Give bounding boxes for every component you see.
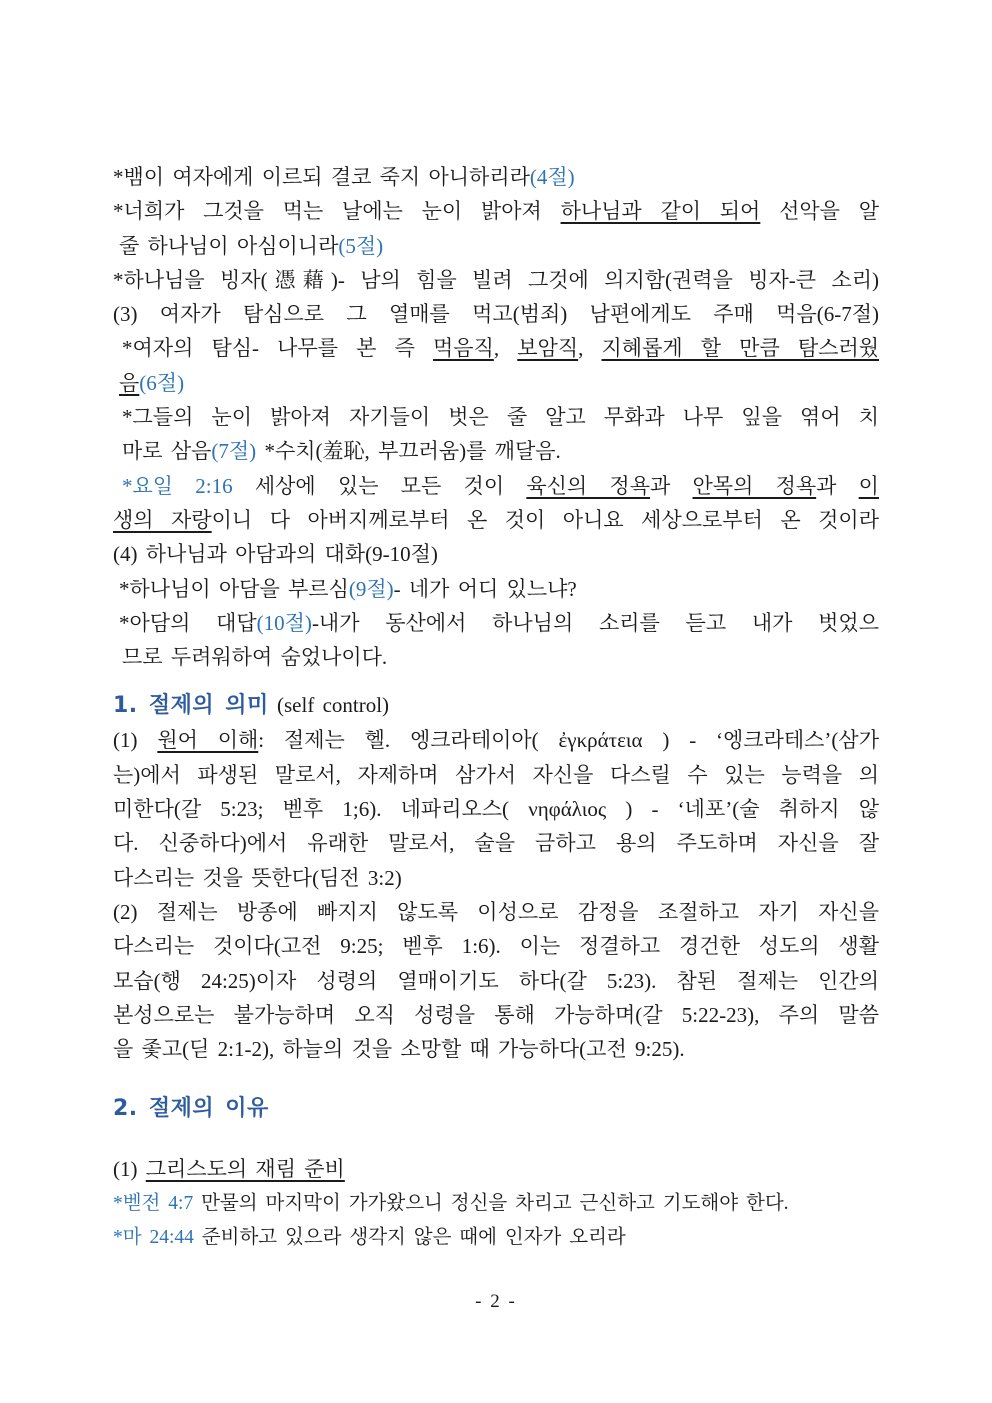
text-run: (self control) — [268, 693, 390, 718]
line-god-calls-adam — [113, 572, 879, 606]
line-item3-woman-ate — [113, 297, 879, 331]
line-etymology-d — [113, 826, 879, 860]
line-etymology-c — [113, 792, 879, 826]
text-run: (10절) — [256, 610, 312, 635]
text-run: 므로 두려워하여 숨었나이다. — [122, 645, 388, 670]
line-1john-2-16-a — [113, 469, 879, 503]
text-run: 는)에서 파생된 말로서, 자제하며 삼가서 자신을 다스릴 수 있는 능력을 의 — [113, 762, 879, 787]
text-run: 1. 절제의 의미 — [113, 693, 269, 719]
text-run: - 네가 어디 있느냐? — [393, 576, 577, 601]
text-run: 선악을 알 — [760, 199, 879, 224]
page-number: - 2 - — [475, 1290, 517, 1312]
text-run: 준비하고 있으라 생각지 않은 때에 인자가 오리라 — [201, 1226, 626, 1248]
text-run: (4절) — [529, 165, 575, 189]
text-run: 모습(행 24:25)이자 성령의 열매이기도 하다(갈 5:23). 참된 절제는 인간의 — [113, 968, 879, 993]
text-run: 이 — [858, 473, 879, 498]
line-definition2-b — [113, 929, 879, 963]
text-run: (9절) — [348, 576, 394, 601]
text-run: *아담의 대답 — [119, 610, 257, 635]
section-1-heading — [113, 688, 879, 723]
text-run: 과 — [649, 473, 693, 498]
line-etymology-e — [113, 861, 879, 895]
text-run: 하나님과 같이 되어 — [560, 199, 761, 224]
line-eyes-opened-v5a — [113, 194, 879, 228]
text-run: *뱀이 여자에게 이르되 결코 죽지 아니하리라 — [113, 165, 530, 189]
line-fig-leaves-a — [113, 400, 879, 434]
text-run: 다스리는 것이다(고전 9:25; 벧후 1:6). 이는 정결하고 경건한 성도의 생활 — [113, 934, 879, 959]
section-2-heading — [113, 1092, 879, 1126]
line-bingja-definition — [113, 263, 879, 297]
text-run: *벧전 4:7 — [113, 1192, 202, 1214]
text-run: (5절) — [338, 233, 384, 258]
text-run: 보암직 — [517, 336, 579, 361]
text-run: *마 24:44 — [113, 1226, 202, 1248]
text-run: 이니 다 아버지께로부터 온 것이 아니요 세상으로부터 온 것이라 — [211, 507, 879, 532]
text-run: : 절제는 헬. 엥크라테이아( ἐγκράτεια ) - ‘엥크라테스’(삼가 — [258, 728, 879, 753]
text-run: 육신의 정욕 — [526, 473, 650, 498]
text-run: (3) 여자가 탐심으로 그 열매를 먹고(범죄) 남편에게도 주매 먹음(6-7절) — [113, 302, 879, 327]
line-definition2-c — [113, 964, 879, 998]
text-run: 세상에 있는 모든 것이 — [254, 473, 527, 498]
text-run: 음 — [119, 370, 140, 395]
line-item4-dialogue — [113, 537, 879, 571]
line-adams-answer-b — [113, 640, 879, 674]
text-run: , — [578, 336, 602, 361]
text-run: 과 — [816, 473, 859, 498]
text-run: *너희가 그것을 먹는 날에는 눈이 밝아져 — [113, 199, 561, 224]
text-run: 2. 절제의 이유 — [113, 1096, 269, 1122]
text-run: 그리스도의 재림 준비 — [145, 1157, 345, 1182]
line-matt-24-44 — [113, 1221, 879, 1255]
text-run: 다스리는 것을 뜻한다(딤전 3:2) — [113, 865, 402, 890]
line-etymology-a — [113, 723, 879, 757]
text-run: , — [493, 336, 518, 361]
text-run: 마로 삼음 — [122, 439, 212, 464]
text-run: *요일 2:16 — [122, 473, 255, 498]
text-run: -내가 동산에서 하나님의 소리를 듣고 내가 벗었으 — [311, 610, 879, 635]
text-run: *그들의 눈이 밝아져 자기들이 벗은 줄 알고 무화과 나무 잎을 엮어 치 — [122, 405, 879, 430]
text-run: *하나님이 아담을 부르심 — [119, 576, 349, 601]
text-run: 지혜롭게 할 만큼 탐스러웠 — [601, 336, 880, 361]
text-run: 미한다(갈 5:23; 벧후 1;6). 네파리오스( νηφάλιος ) - ‘네포’(술 취하지 않 — [113, 797, 879, 822]
text-run: (1) — [113, 728, 158, 753]
text-run: 줄 하나님이 아심이니라 — [119, 233, 339, 258]
line-eyes-opened-v5b — [113, 229, 879, 263]
text-run: 만물의 마지막이 가가왔으니 정신을 차리고 근신하고 기도해야 한다. — [201, 1192, 789, 1214]
line-serpent-v4 — [113, 160, 879, 194]
line-womans-desire-b — [113, 366, 879, 400]
text-run: (4) 하나님과 아담과의 대화(9-10절) — [113, 542, 438, 567]
line-1pet-4-7 — [113, 1187, 879, 1221]
line-definition2-e — [113, 1032, 879, 1066]
line-womans-desire-a — [113, 331, 879, 365]
text-run: 다. 신중하다)에서 유래한 말로서, 술을 금하고 용의 주도하며 자신을 잘 — [113, 831, 879, 856]
document-body — [113, 160, 879, 1255]
line-definition2-a — [113, 895, 879, 929]
line-adams-answer-a — [113, 606, 879, 640]
text-run: 을 좇고(딛 2:1-2), 하늘의 것을 소망할 때 가능하다(고전 9:25). — [113, 1037, 685, 1062]
text-run: (1) — [113, 1157, 146, 1182]
line-reason1-title — [113, 1152, 879, 1186]
text-run: *여자의 탐심- 나무를 본 즉 — [122, 336, 433, 361]
text-run: 생의 자랑 — [113, 507, 212, 532]
text-run: (7절) — [211, 439, 257, 464]
text-run: 원어 이해 — [157, 728, 259, 753]
text-run: *수치(羞恥, 부끄러움)를 깨달음. — [256, 439, 561, 464]
text-run: 안목의 정욕 — [692, 473, 817, 498]
text-run: (6절) — [139, 370, 185, 395]
text-run: *하나님을 빙자(憑藉)- 남의 힘을 빌려 그것에 의지함(권력을 빙자-큰 소리) — [113, 267, 879, 292]
text-run: 먹음직 — [433, 336, 494, 361]
text-run: (2) 절제는 방종에 빠지지 않도록 이성으로 감정을 조절하고 자기 자신을 — [113, 899, 879, 924]
line-1john-2-16-b — [113, 503, 879, 537]
text-run: 본성으로는 불가능하며 오직 성령을 통해 가능하며(갈 5:22-23), 주의 말씀 — [113, 1002, 879, 1027]
blank-line — [113, 1126, 879, 1152]
line-definition2-d — [113, 998, 879, 1032]
line-fig-leaves-b — [113, 434, 879, 468]
line-etymology-b — [113, 758, 879, 792]
